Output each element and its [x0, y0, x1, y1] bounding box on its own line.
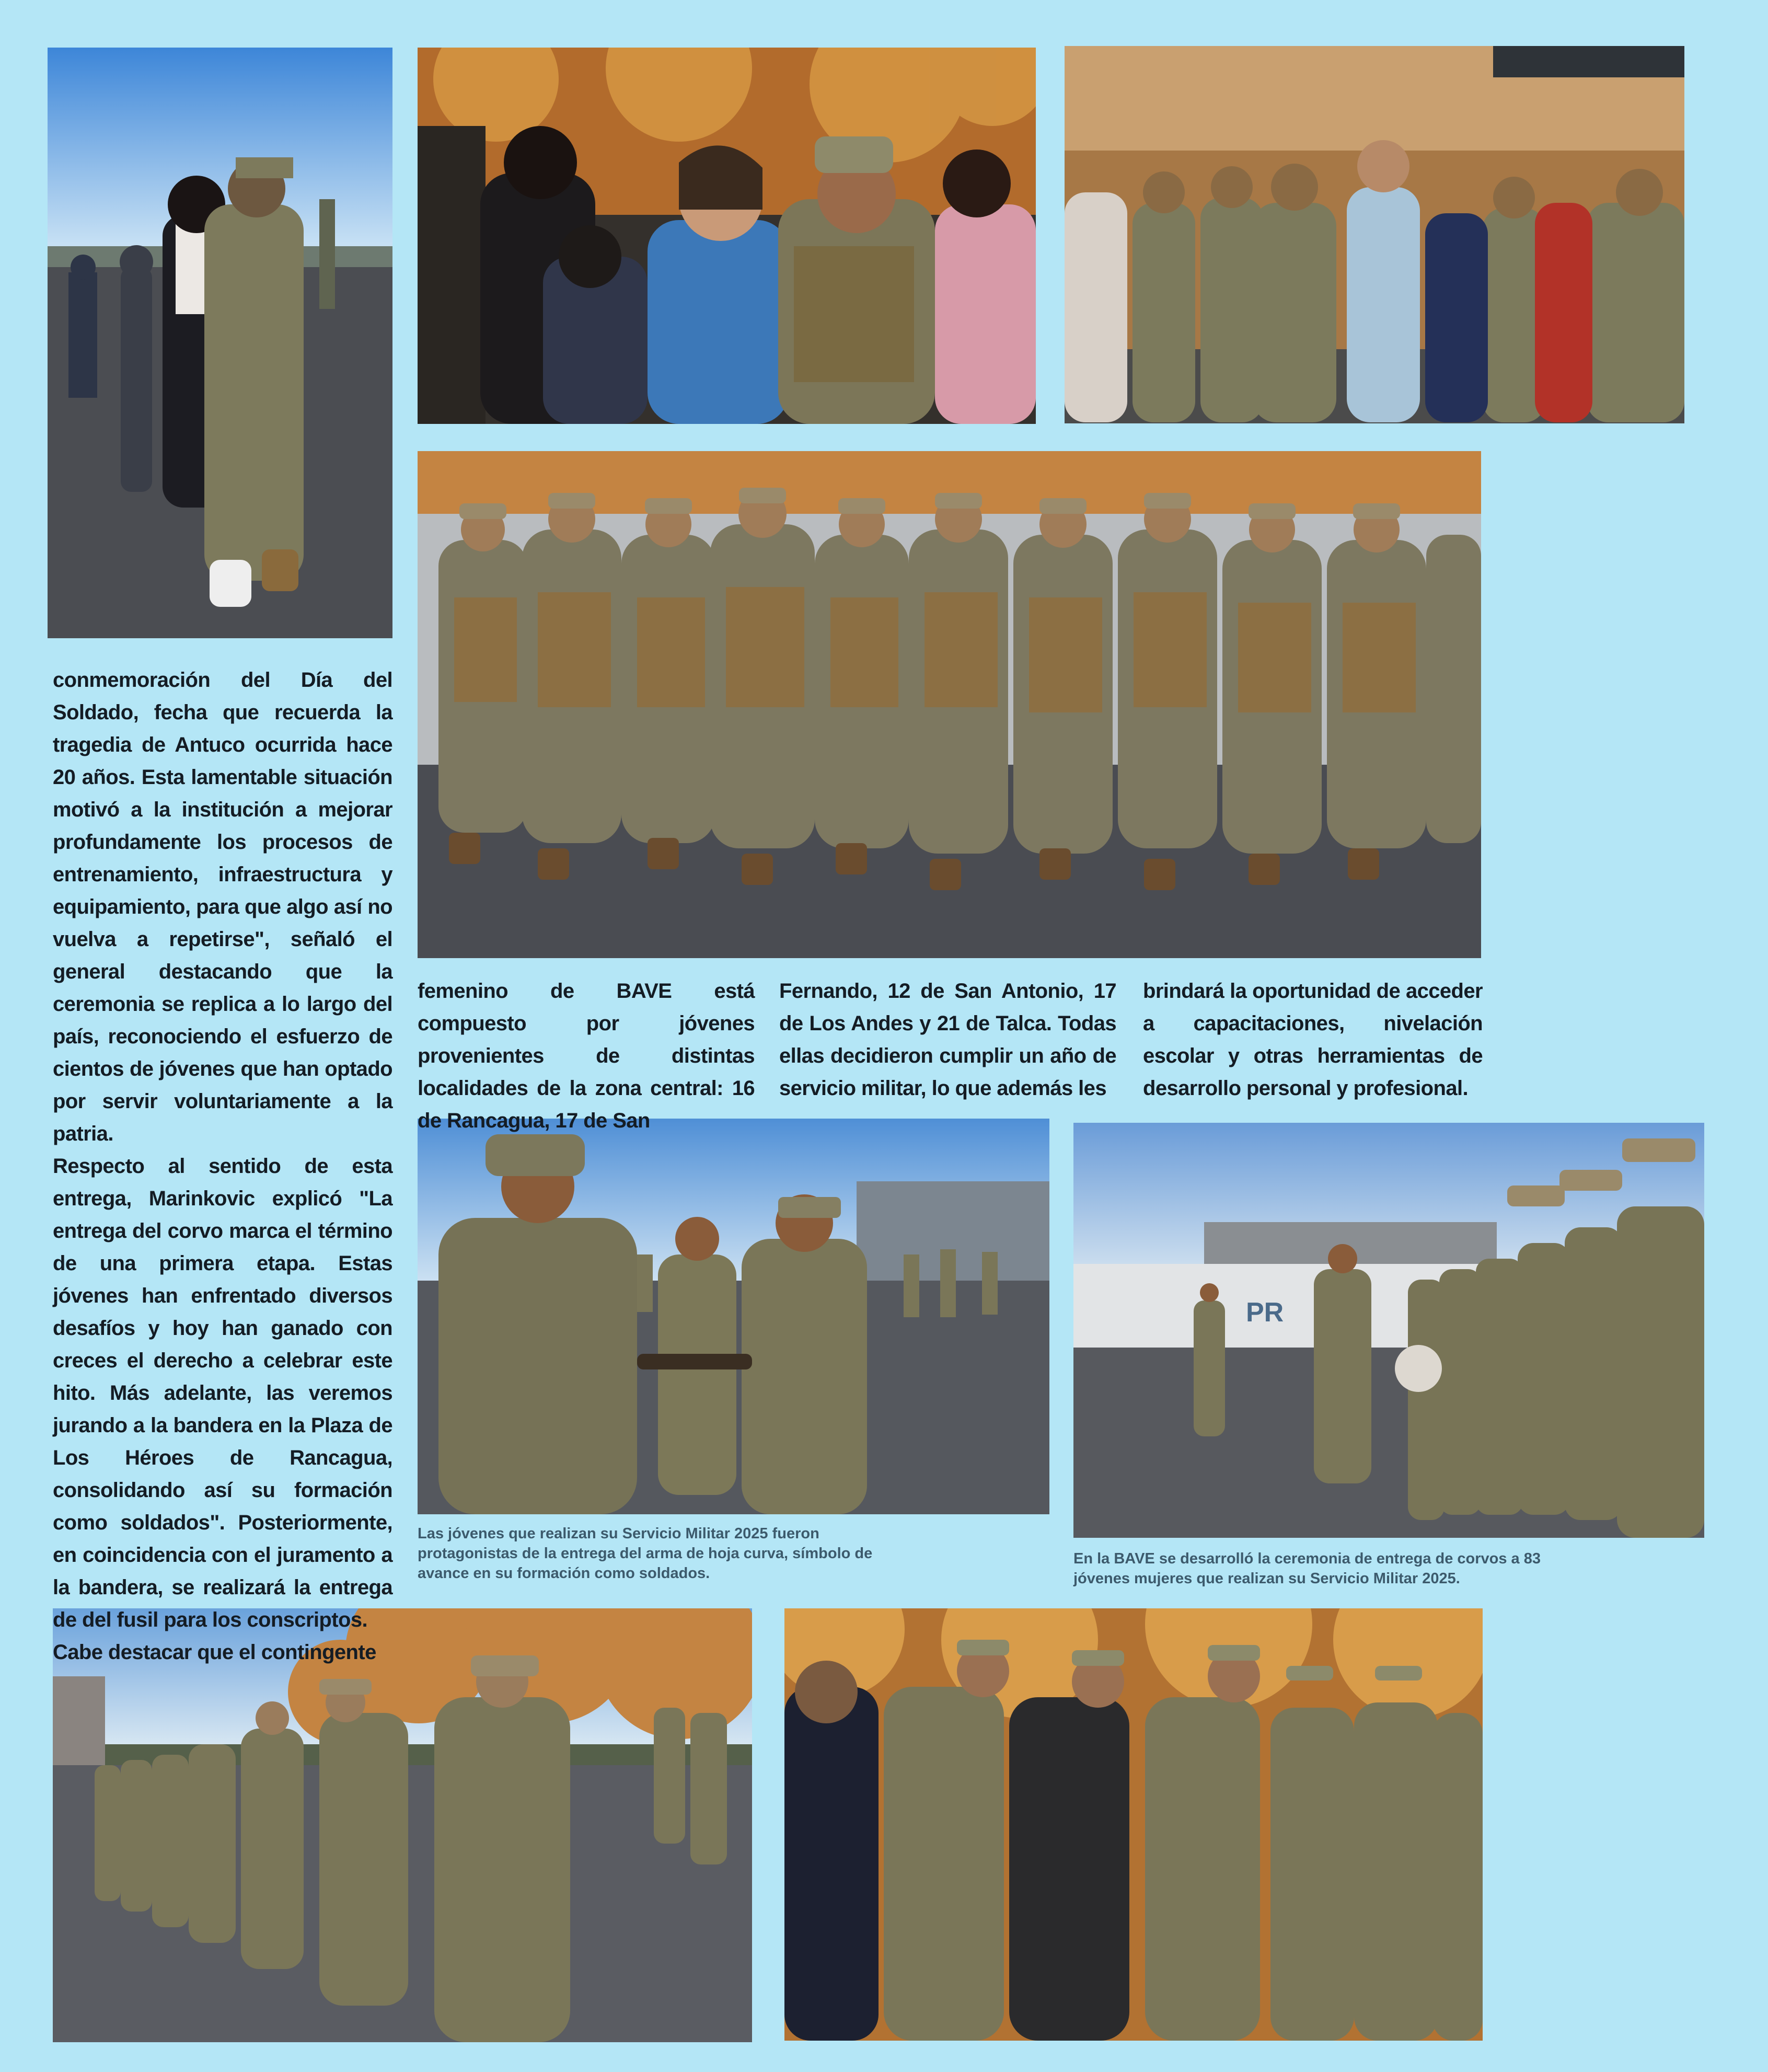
photo-platoon-march	[418, 451, 1481, 958]
photo-officers-saluting	[784, 1608, 1483, 2041]
photo-family-embrace	[48, 48, 392, 638]
article-paragraph: Respecto al sentido de esta entrega, Marinkovic explicó "La entrega del corvo marca el término de una primera etapa. Estas jóvenes han enfrentado diversos desafíos y hoy han ganado con creces el derecho a celebrar este hito. Más adelante, las veremos jurando a la bandera en la Plaza de Los Héroes de Rancagua, consolidando así su formación como soldados". Posteriormente, en coincidencia con el juramento a la bandera, se realizará la entrega de del fusil para los conscriptos.	[53, 1155, 392, 1631]
article-column-1	[53, 664, 392, 1668]
photo-caption-handover: Las jóvenes que realizan su Servicio Militar 2025 fueron protagonistas de la entrega del arma de hoja curva, símbolo de avance en su formación como soldados.	[418, 1525, 873, 1582]
article-paragraph: conmemoración del Día del Soldado, fecha que recuerda la tragedia de Antuco ocurrida hace 20 años. Esta lamentable situación motivó a la institución a mejorar profundamente los procesos de entrenamiento, infraestructura y equipamiento, para que algo así no vuelva a repetirse", señaló el general destacando que la ceremonia se replica a lo largo del país, reconociendo el esfuerzo de cientos de jóvenes que han optado por servir voluntariamente a la patria.	[53, 669, 392, 1145]
photo-soldiers-with-families	[1065, 46, 1684, 423]
article-paragraph: Fernando, 12 de San Antonio, 17 de Los Andes y 21 de Talca. Todas ellas decidieron cumplir un año de servicio militar, lo que además les	[779, 980, 1116, 1100]
article-column-3	[779, 975, 1116, 1104]
article-column-4	[1143, 975, 1483, 1104]
photo-corvo-handover	[418, 1119, 1049, 1514]
photo-caption-ceremony: En la BAVE se desarrolló la ceremonia de entrega de corvos a 83 jóvenes mujeres que realizan su Servicio Militar 2025.	[1073, 1550, 1541, 1587]
article-column-2	[418, 975, 755, 1137]
photo-parade-formation	[1073, 1123, 1704, 1538]
building-sign-text: PR	[1246, 1297, 1284, 1328]
photo-soldier-greets-family	[418, 48, 1036, 424]
article-paragraph: Cabe destacar que el contingente	[53, 1641, 376, 1664]
article-paragraph: femenino de BAVE está compuesto por jóvenes provenientes de distintas localidades de la zona central: 16 de Rancagua, 17 de San	[418, 980, 755, 1132]
article-paragraph: brindará la oportunidad de acceder a capacitaciones, nivelación escolar y otras herramientas de desarrollo personal y profesional.	[1143, 980, 1483, 1100]
photo-marching-column	[53, 1608, 752, 2042]
